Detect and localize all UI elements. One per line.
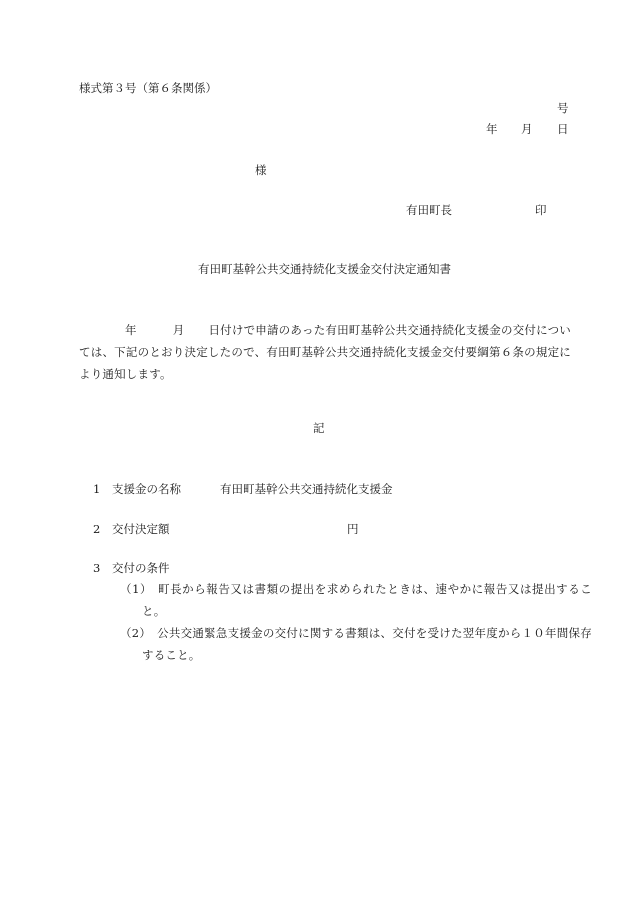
item-2-number: 2 bbox=[93, 522, 101, 536]
item-1-label: 支援金の名称 bbox=[112, 482, 181, 496]
item-3-label: 交付の条件 bbox=[112, 561, 170, 575]
item-3-number: 3 bbox=[93, 561, 101, 575]
condition-2-text: 公共交通緊急支援金の交付に関する書類は、交付を受けた翌年度から１０年間保存すること。 bbox=[142, 626, 592, 662]
body-month: 月 bbox=[172, 323, 185, 337]
condition-1-text: 町長から報告又は書類の提出を求められたときは、速やかに報告又は提出すること。 bbox=[142, 582, 592, 618]
condition-2 bbox=[120, 622, 592, 666]
body-text: 日付けで申請のあった有田町基幹公共交通持続化支援金の交付については、下記のとおり決定したので、有田町基幹公共交通持続化支援金交付要綱第６条の規定により通知します。 bbox=[79, 323, 572, 381]
item-1-value: 有田町基幹公共交通持続化支援金 bbox=[220, 482, 393, 496]
document-title: 有田町基幹公共交通持続化支援金交付決定通知書 bbox=[198, 262, 451, 276]
date-year: 年 bbox=[486, 122, 498, 136]
body-paragraph bbox=[79, 319, 571, 385]
issuer-title: 有田町長 bbox=[406, 203, 452, 217]
document-number-label: 号 bbox=[557, 101, 569, 115]
item-2-value: 円 bbox=[347, 522, 359, 536]
date-month: 月 bbox=[521, 122, 533, 136]
form-label: 様式第３号（第６条関係） bbox=[79, 81, 217, 95]
recipient-honorific: 様 bbox=[255, 163, 267, 177]
item-1-number: 1 bbox=[93, 482, 101, 496]
item-2-label: 交付決定額 bbox=[112, 522, 170, 536]
seal-mark: 印 bbox=[535, 203, 547, 217]
date-day: 日 bbox=[557, 122, 569, 136]
condition-2-number: （2） bbox=[120, 626, 152, 640]
body-year: 年 bbox=[125, 323, 137, 337]
condition-1 bbox=[120, 578, 592, 622]
ki-heading: 記 bbox=[313, 421, 325, 435]
condition-1-number: （1） bbox=[120, 582, 153, 596]
